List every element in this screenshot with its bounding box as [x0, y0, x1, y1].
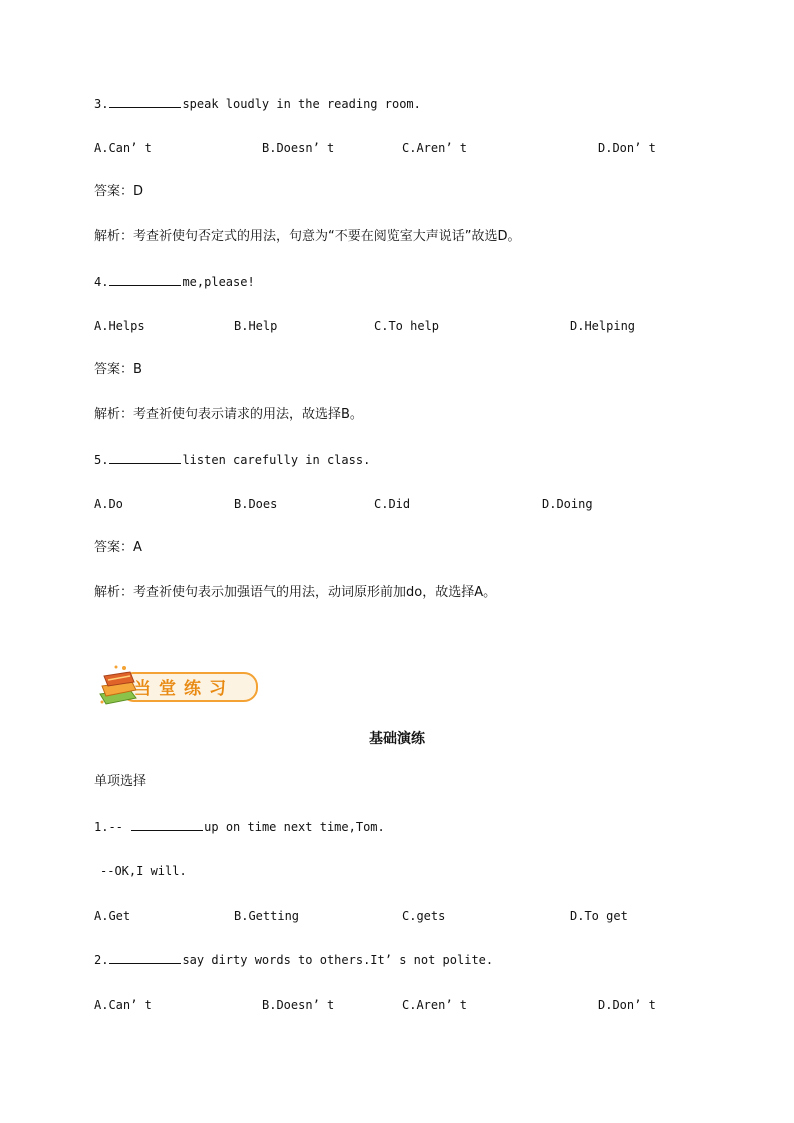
option-c: C.Aren’ t: [402, 998, 468, 1012]
option-c: C.Did: [374, 497, 411, 511]
practice-2-stem: [94, 951, 493, 969]
question-number: 1.--: [94, 820, 123, 834]
answer-5: 答案：A: [94, 540, 142, 555]
option-c: C.gets: [402, 909, 446, 923]
option-d: D.Don’ t: [598, 998, 656, 1012]
section-title: 基础演练: [369, 731, 425, 747]
answer-blank: [109, 95, 181, 108]
option-b: B.Does: [234, 497, 278, 511]
practice-1-reply: --OK,I will.: [100, 864, 187, 878]
option-d: D.Don’ t: [598, 141, 656, 155]
question-text: listen carefully in class.: [182, 453, 371, 467]
answer-blank: [109, 951, 181, 964]
question-text: up on time next time,Tom.: [204, 820, 385, 834]
option-a: A.Get: [94, 909, 131, 923]
option-c: C.Aren’ t: [402, 141, 468, 155]
practice-banner: [96, 664, 260, 708]
answer-4: 答案：B: [94, 362, 142, 377]
practice-1-stem: [94, 818, 385, 836]
analysis-5: 解析：考查祈使句表示加强语气的用法，动词原形前加do，故选择A。: [94, 585, 497, 600]
option-a: A.Helps: [94, 319, 145, 333]
question-3-stem: [94, 95, 421, 113]
answer-blank: [109, 451, 181, 464]
option-d: D.Helping: [570, 319, 636, 333]
question-number: 3.: [94, 97, 109, 111]
question-number: 4.: [94, 275, 109, 289]
banner-label: 当堂练习: [134, 679, 234, 699]
option-a: A.Can’ t: [94, 141, 152, 155]
answer-blank: [131, 818, 203, 831]
answer-blank: [109, 273, 181, 286]
answer-3: 答案：D: [94, 184, 144, 199]
question-text: say dirty words to others.It’ s not polite.: [182, 953, 494, 967]
option-b: B.Help: [234, 319, 278, 333]
question-text: me,please!: [182, 275, 255, 289]
option-b: B.Getting: [234, 909, 300, 923]
question-number: 5.: [94, 453, 109, 467]
option-d: D.To get: [570, 909, 628, 923]
analysis-3: 解析：考查祈使句否定式的用法，句意为“不要在阅览室大声说话”故选D。: [94, 229, 521, 244]
question-5-stem: [94, 451, 370, 469]
option-b: B.Doesn’ t: [262, 998, 335, 1012]
option-d: D.Doing: [542, 497, 593, 511]
option-c: C.To help: [374, 319, 440, 333]
option-b: B.Doesn’ t: [262, 141, 335, 155]
analysis-4: 解析：考查祈使句表示请求的用法，故选择B。: [94, 407, 363, 422]
option-a: A.Can’ t: [94, 998, 152, 1012]
question-4-stem: [94, 273, 255, 291]
question-number: 2.: [94, 953, 109, 967]
option-a: A.Do: [94, 497, 123, 511]
subsection-title: 单项选择: [94, 774, 147, 789]
question-text: speak loudly in the reading room.: [182, 97, 421, 111]
